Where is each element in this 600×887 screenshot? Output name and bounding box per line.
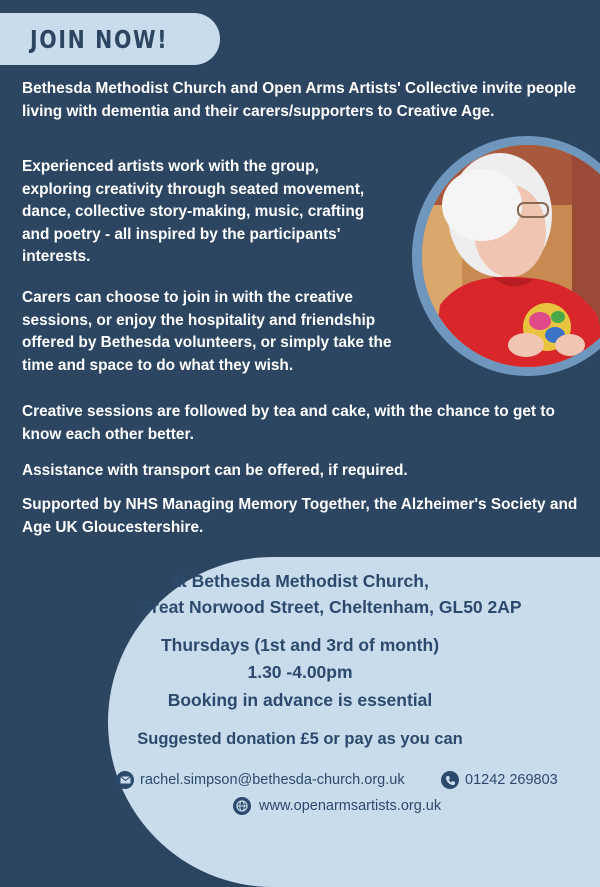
booking-note: Booking in advance is essential — [167, 690, 433, 710]
session-time: 1.30 -4.00pm — [247, 662, 353, 682]
website-contact[interactable] — [233, 797, 441, 815]
venue-name: at Bethesda Methodist Church, — [171, 571, 429, 591]
join-now-banner — [0, 13, 220, 65]
email-contact[interactable] — [116, 771, 405, 789]
email-address[interactable]: rachel.simpson@bethesda-church.org.uk — [140, 772, 405, 788]
intro-paragraph: Bethesda Methodist Church and Open Arms Artists' Collective invite people living with dementia and their carers/supporters to Creative Age. — [22, 80, 577, 120]
donation-note: Suggested donation £5 or pay as you can — [137, 730, 463, 748]
website-url[interactable]: www.openarmsartists.org.uk — [259, 798, 442, 814]
artists-paragraph: Experienced artists work with the group, exploring creativity through seated movement, dance, collective story-making, music, crafting and poetry - all inspired by the participants' interests. — [22, 158, 365, 265]
phone-contact[interactable] — [441, 771, 558, 789]
join-now-heading: JOIN NOW! — [30, 24, 169, 54]
phone-number[interactable]: 01242 269803 — [465, 772, 558, 788]
tea-cake-paragraph: Creative sessions are followed by tea and cake, with the chance to get to know each other better. — [22, 403, 555, 443]
venue-address: Great Norwood Street, Cheltenham, GL50 2AP — [138, 597, 522, 617]
phone-icon — [441, 771, 459, 789]
transport-paragraph: Assistance with transport can be offered, if required. — [22, 462, 408, 479]
session-schedule: Thursdays (1st and 3rd of month) — [160, 635, 440, 655]
supporters-paragraph: Supported by NHS Managing Memory Together, the Alzheimer's Society and Age UK Gloucestershire. — [22, 496, 578, 536]
globe-icon — [233, 797, 251, 815]
carers-paragraph: Carers can choose to join in with the creative sessions, or enjoy the hospitality and friendship offered by Bethesda volunteers, or simply take the time and space to do what they wish. — [22, 289, 392, 374]
email-icon — [116, 771, 134, 789]
